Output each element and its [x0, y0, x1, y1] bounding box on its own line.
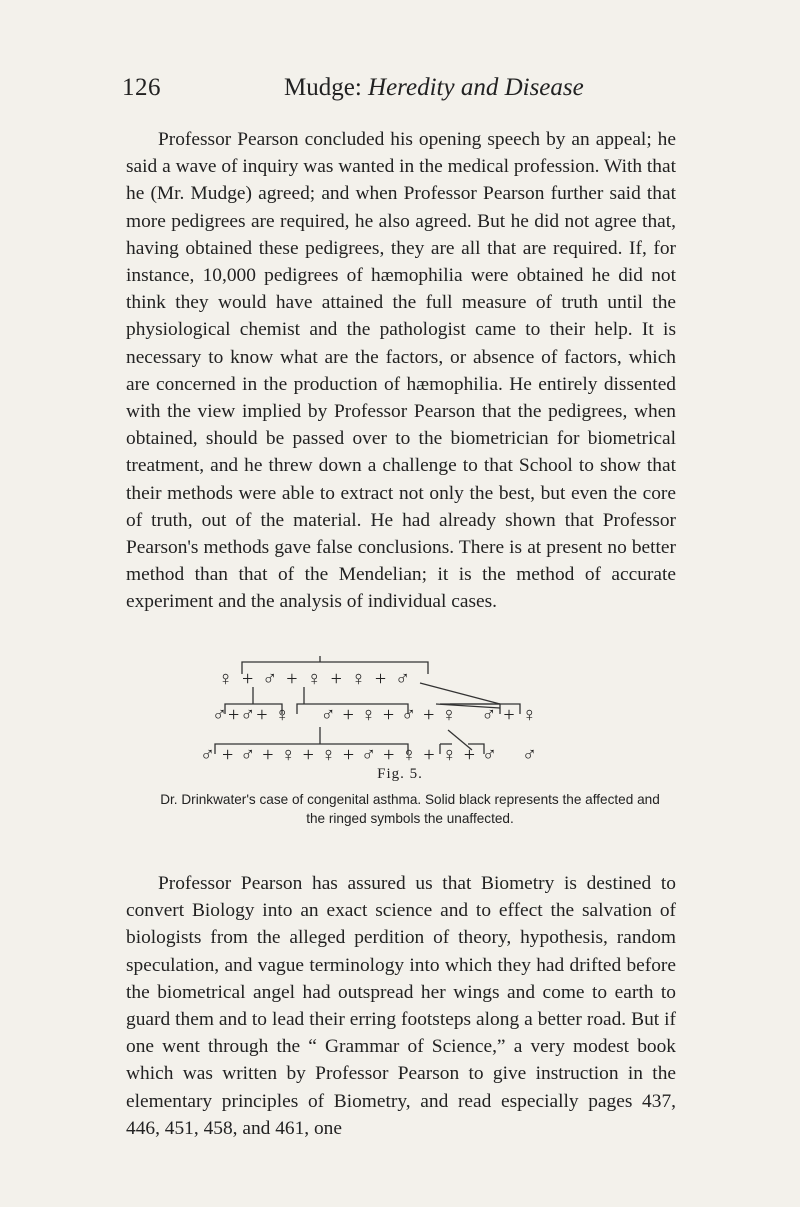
gen1-symbol: ♀: [306, 668, 324, 690]
running-header: [122, 74, 682, 114]
plus-sign: +: [382, 704, 396, 726]
gen2-symbol: ♀: [521, 704, 538, 726]
plus-sign: +: [423, 704, 436, 726]
gen1-row: [218, 668, 412, 691]
plus-sign: +: [330, 668, 344, 690]
running-title: [284, 74, 584, 102]
plus-sign: +: [262, 744, 275, 766]
plus-sign: +: [383, 744, 396, 766]
plus-sign: +: [374, 668, 389, 690]
gen2-symbol: ♀: [441, 704, 458, 726]
paragraph-2: Professor Pearson has assured us that Biometry is destined to convert Biology into an exact science and to effect the salvation of biologists from the alleged perdition of theory, hypothesis, random speculation, and vague terminology into which they had drifted before the biometrical angel had outspread her wings and come to earth to guard them and to lead their erring footsteps along a better road. But if one went through the “ Grammar of Science,” a very modest book which was written by Professor Pearson to give instruction in the elementary principles of Biometry, and read especially pages 437, 446, 451, 458, and 461, one: [126, 873, 676, 1139]
gen3-symbol: ♂: [361, 744, 378, 766]
gen2-symbol: ♂: [481, 704, 498, 726]
gen2-symbol: ♀: [360, 704, 377, 726]
gen3-symbol: ♀: [320, 744, 337, 766]
gen3-symbol: ♂: [200, 744, 216, 766]
plus-sign: +: [256, 704, 269, 726]
gen3-symbol: ♂: [240, 744, 257, 766]
plus-sign: +: [463, 744, 476, 766]
gen1-symbol: ♀: [218, 668, 235, 690]
gen2-symbol: ♂: [401, 704, 418, 726]
book-title: Heredity and Disease: [368, 74, 584, 101]
gen2-row: [212, 704, 538, 727]
gen1-symbol: ♀: [350, 668, 368, 690]
figure-caption: Dr. Drinkwater's case of congenital asthma. Solid black represents the affected and the ringed symbols the unaffected.: [160, 792, 660, 826]
title-separator: :: [354, 74, 369, 101]
page-number: 126: [122, 74, 161, 101]
gen3-symbol: ♀: [401, 744, 418, 766]
gen3-symbol: ♂: [521, 744, 538, 766]
paragraph-1: Professor Pearson concluded his opening speech by an appeal; he said a wave of inquiry was wanted in the medical profession. With that he (Mr. Mudge) agreed; and when Professor Pearson further said that more pedigrees are required, he also agreed. But he did not agree that, having obtained these pedigrees, they are all that are required. If, for instance, 10,000 pedigrees of hæmophilia were obtained he did not think they would have attained the full measure of truth until the physiological chemist and the pathologist came to their help. It is necessary to know what are the factors, or absence of factors, which are concerned in the production of hæmophilia. He entirely dissented with the view implied by Professor Pearson that the pedigrees, when obtained, should be passed over to the biometrician for biometrical treatment, and he threw down a challenge to that School to show that their methods were able to extract not only the best, but even the core of truth, out of the material. He had already shown that Professor Pearson's methods gave false conclusions. There is at present no better method than that of the Mendelian; it is the method of accurate experiment and the analysis of individual cases.: [126, 129, 676, 613]
gen2-symbol: ♂: [320, 704, 337, 726]
figure-label: Fig. 5.: [377, 766, 423, 782]
gen3-symbol: ♂: [481, 744, 498, 766]
plus-sign: +: [222, 744, 235, 766]
gen3-symbol: ♀: [280, 744, 297, 766]
gen3-row: [200, 744, 538, 767]
gen2-symbol: ♂: [240, 704, 257, 726]
plus-sign: +: [423, 744, 436, 766]
plus-sign: +: [302, 744, 315, 766]
plus-sign: +: [228, 704, 241, 726]
plus-sign: +: [242, 668, 256, 690]
plus-sign: +: [342, 744, 356, 766]
gen2-symbol: ♂: [212, 704, 228, 726]
pedigree-figure: [200, 652, 640, 767]
author-name: Mudge: [284, 74, 355, 101]
plus-sign: +: [286, 668, 300, 690]
plus-sign: +: [503, 704, 516, 726]
gen1-symbol: ♂: [262, 668, 280, 690]
gen1-symbol: ♂: [395, 668, 413, 690]
gen2-symbol: ♀: [274, 704, 291, 726]
gen3-symbol: ♀: [441, 744, 458, 766]
plus-sign: +: [342, 704, 355, 726]
